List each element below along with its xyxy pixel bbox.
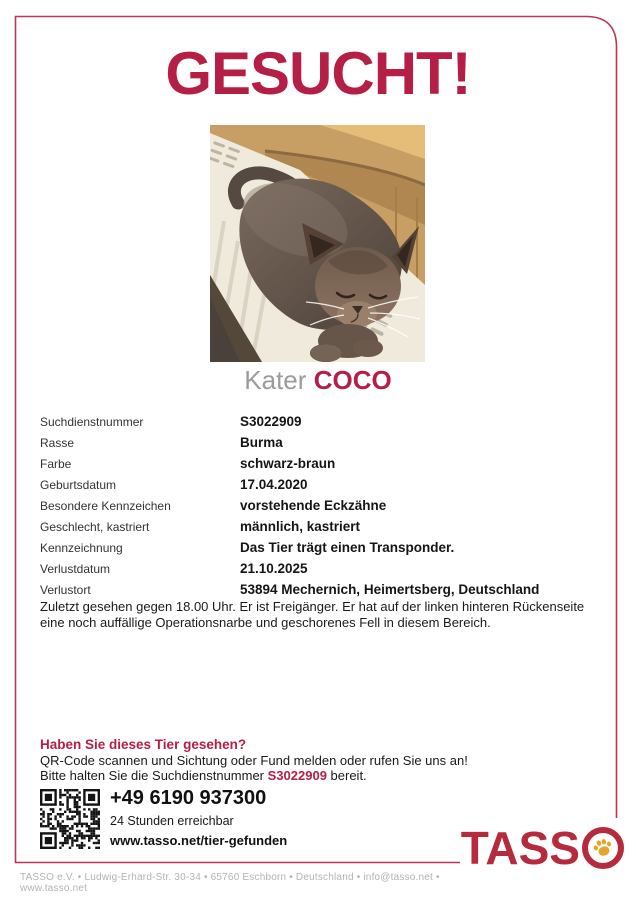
qr-code <box>40 789 100 849</box>
detail-label: Besondere Kennzeichen <box>40 498 171 513</box>
report-website-url: www.tasso.net/tier-gefunden <box>110 833 288 848</box>
table-row <box>40 516 600 537</box>
contact-heading: Haben Sie dieses Tier gesehen? <box>40 737 247 752</box>
cat-photo <box>210 125 425 362</box>
detail-label: Farbe <box>40 456 72 471</box>
paw-icon <box>592 837 614 859</box>
tasso-logo <box>461 822 624 874</box>
detail-value: 21.10.2025 <box>240 561 308 576</box>
contact-number-prefix: Bitte halten Sie die Suchdienstnummer <box>40 768 268 783</box>
detail-label: Verlustdatum <box>40 561 111 576</box>
pet-name-line <box>0 366 636 395</box>
detail-label: Suchdienstnummer <box>40 414 144 429</box>
table-row <box>40 411 600 432</box>
detail-label: Geschlecht, kastriert <box>40 519 150 534</box>
table-row <box>40 432 600 453</box>
tasso-logo-letters: TASS <box>460 822 580 874</box>
detail-label: Verlustort <box>40 582 91 597</box>
table-row <box>40 453 600 474</box>
detail-value: 17.04.2020 <box>240 477 308 492</box>
pet-name: COCO <box>313 365 392 395</box>
detail-label: Rasse <box>40 435 75 450</box>
search-service-number: S3022909 <box>267 768 327 783</box>
table-row <box>40 537 600 558</box>
pet-species-label: Kater <box>244 365 307 395</box>
sighting-description: Zuletzt gesehen gegen 18.00 Uhr. Er ist Freigänger. Er hat auf der linken hinteren Rückenseite eine noch auffällige Operationsnarbe und geschorenes Fell in diesem Bereich. <box>40 599 585 631</box>
table-row <box>40 495 600 516</box>
table-row <box>40 579 600 600</box>
detail-value: vorstehende Eckzähne <box>240 498 387 513</box>
detail-value: Das Tier trägt einen Transponder. <box>240 540 455 555</box>
detail-label: Geburtsdatum <box>40 477 117 492</box>
table-row <box>40 474 600 495</box>
detail-value: S3022909 <box>240 414 302 429</box>
detail-value: Burma <box>240 435 283 450</box>
contact-instruction: QR-Code scannen und Sichtung oder Fund melden oder rufen Sie uns an! <box>40 753 468 768</box>
footer-address-line: TASSO e.V. • Ludwig-Erhard-Str. 30-34 • 65760 Eschborn • Deutschland • info@tasso.net • www.tasso.net <box>20 872 440 894</box>
table-row <box>40 558 600 579</box>
tasso-logo-o-ring <box>582 827 624 869</box>
page-title: GESUCHT! <box>165 40 471 107</box>
detail-value: männlich, kastriert <box>240 519 361 534</box>
contact-number-suffix: bereit. <box>326 768 367 783</box>
detail-value: 53894 Mechernich, Heimertsberg, Deutschland <box>240 582 540 597</box>
pet-details-table <box>40 411 600 600</box>
phone-number: +49 6190 937300 <box>110 787 267 809</box>
detail-label: Kennzeichnung <box>40 540 123 555</box>
availability-text: 24 Stunden erreichbar <box>110 814 234 828</box>
contact-number-line <box>40 768 367 783</box>
detail-value: schwarz-braun <box>240 456 336 471</box>
